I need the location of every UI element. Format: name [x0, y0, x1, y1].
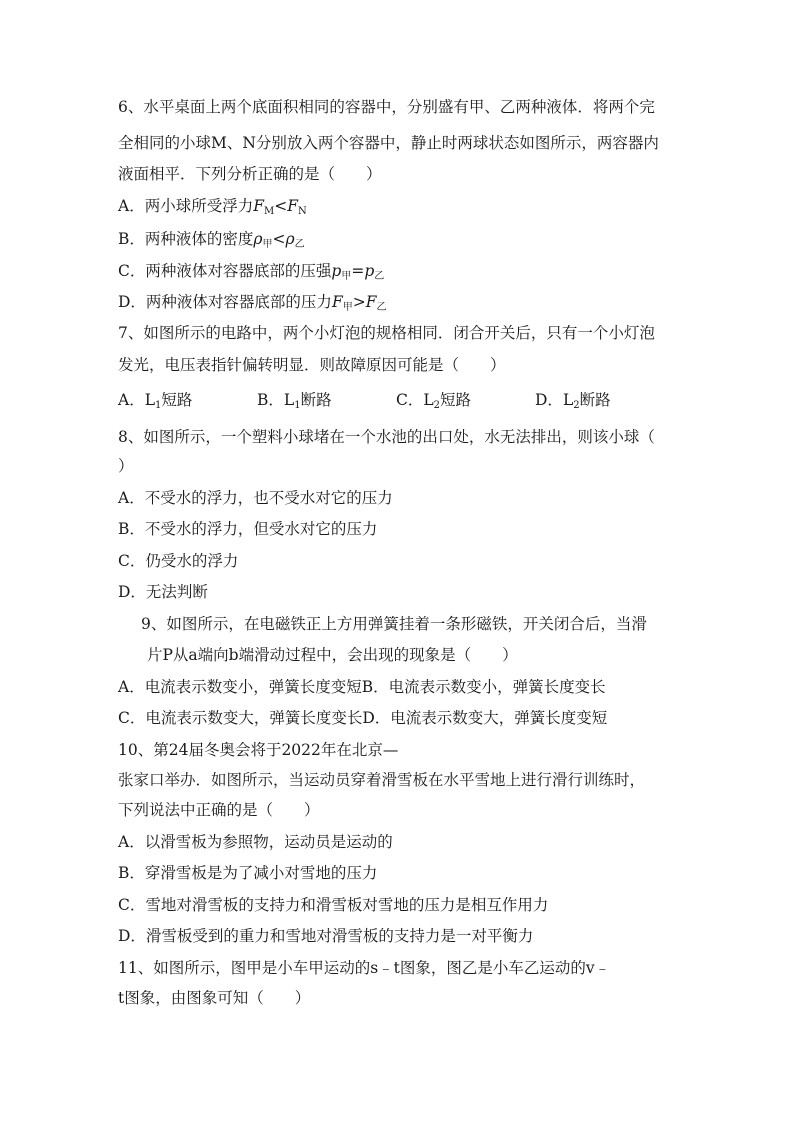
q6-b-sub-1: 甲: [262, 239, 273, 250]
q6-c-p-1: p: [331, 262, 342, 280]
q7-a-text: 短路: [161, 391, 193, 409]
q10-option-c: C．雪地对滑雪板的支持力和滑雪板对雪地的压力是相互作用力: [118, 896, 549, 914]
q6-c-operator: =: [351, 262, 365, 280]
q6-option-d: [118, 292, 386, 318]
q7-a-lamp: L: [144, 391, 155, 409]
q6-d-f-1: F: [331, 293, 343, 311]
q6-d-operator: >: [352, 293, 366, 311]
q7-d-label: D．: [535, 391, 563, 409]
q7-a-sub: 1: [155, 400, 162, 411]
q8-option-d: D．无法判断: [118, 583, 208, 601]
q6-b-rho-2: ρ: [285, 230, 295, 248]
q8-line-1: 8、如图所示，一个塑料小球堵在一个水池的出口处，水无法排出，则该小球（: [118, 428, 655, 446]
q10-line-1: 10、第24届冬奥会将于2022年在北京—: [118, 741, 399, 759]
q7-line-1: 7、如图所示的电路中，两个小灯泡的规格相同．闭合开关后，只有一个小灯泡: [118, 324, 655, 342]
q6-line-3: 液面相平．下列分析正确的是（ ）: [118, 165, 382, 183]
q6-d-sub-1: 甲: [342, 302, 353, 313]
q7-b-label: B．: [257, 391, 284, 409]
q7-option-b: [257, 390, 396, 416]
q9-options-cd: C．电流表示数变大，弹簧长度变长D．电流表示数变大，弹簧长度变短: [118, 709, 608, 727]
q7-option-d: [535, 390, 611, 416]
q6-option-a: [118, 196, 307, 222]
q6-c-sub-2: 乙: [374, 271, 385, 282]
q6-a-sub-n: N: [297, 206, 307, 217]
q7-d-text: 断路: [579, 391, 611, 409]
q11-line-2: t图象，由图象可知（ ）: [118, 989, 311, 1007]
q8-option-b: B．不受水的浮力，但受水对它的压力: [118, 520, 378, 538]
q6-b-operator: <: [272, 230, 286, 248]
q6-line-1: 6、水平桌面上两个底面积相同的容器中，分别盛有甲、乙两种液体．将两个完: [118, 98, 655, 116]
q6-c-p-2: p: [364, 262, 375, 280]
q7-b-sub: 1: [294, 400, 301, 411]
q10-line-3: 下列说法中正确的是（ ）: [118, 801, 320, 819]
q10-option-b: B．穿滑雪板是为了减小对雪地的压力: [118, 864, 378, 882]
q7-option-a: [118, 390, 257, 416]
q7-c-sub: 2: [433, 400, 441, 411]
q7-c-text: 短路: [440, 391, 472, 409]
q6-option-c-text: C．两种液体对容器底部的压强: [118, 262, 332, 280]
q7-b-lamp: L: [283, 391, 295, 409]
q6-a-operator: <: [274, 197, 288, 215]
q8-option-a: A．不受水的浮力，也不受水对它的压力: [118, 489, 393, 507]
q7-b-text: 断路: [300, 391, 332, 409]
q6-c-sub-1: 甲: [341, 271, 352, 282]
q7-a-label: A．: [118, 391, 145, 409]
q7-options: [118, 390, 611, 416]
q10-option-d: D．滑雪板受到的重力和雪地对滑雪板的支持力是一对平衡力: [118, 927, 534, 945]
q7-d-sub: 2: [573, 400, 580, 411]
q6-option-b: [118, 229, 305, 255]
q10-option-a: A．以滑雪板为参照物，运动员是运动的: [118, 833, 393, 851]
q6-a-sub-m: M: [263, 206, 275, 217]
q6-a-symbol-f: F: [253, 197, 264, 215]
q6-option-b-text: B．两种液体的密度: [118, 230, 254, 248]
q6-a-symbol-f2: F: [287, 197, 298, 215]
q8-line-2: ）: [118, 457, 134, 475]
q7-d-lamp: L: [562, 391, 574, 409]
q9-line-2: 片P从a端向b端滑动过程中，会出现的现象是（ ）: [147, 646, 518, 664]
q6-line-2: 全相同的小球M、N分别放入两个容器中，静止时两球状态如图所示，两容器内: [118, 134, 659, 152]
q8-option-c: C．仍受水的浮力: [118, 552, 239, 570]
q7-option-c: [396, 390, 535, 416]
q6-b-rho-1: ρ: [253, 230, 263, 248]
q11-line-1: 11、如图所示，图甲是小车甲运动的s﹣t图象，图乙是小车乙运动的v﹣: [118, 959, 611, 977]
q6-option-a-text: A．两小球所受浮力: [118, 197, 254, 215]
q7-c-label: C．: [396, 391, 424, 409]
q6-option-d-text: D．两种液体对容器底部的压力: [118, 293, 332, 311]
q7-c-lamp: L: [423, 391, 434, 409]
q10-line-2: 张家口举办．如图所示，当运动员穿着滑雪板在水平雪地上进行滑行训练时，: [118, 771, 646, 789]
q6-d-f-2: F: [365, 293, 377, 311]
q6-option-c: [118, 261, 384, 287]
q9-options-ab: A．电流表示数变小，弹簧长度变短B．电流表示数变小，弹簧长度变长: [118, 678, 606, 696]
q6-b-sub-2: 乙: [294, 239, 305, 250]
q7-line-2: 发光，电压表指针偏转明显．则故障原因可能是（ ）: [118, 356, 506, 374]
q6-d-sub-2: 乙: [376, 302, 387, 313]
q9-line-1: 9、如图所示，在电磁铁正上方用弹簧挂着一条形磁铁，开关闭合后，当滑: [141, 615, 647, 633]
